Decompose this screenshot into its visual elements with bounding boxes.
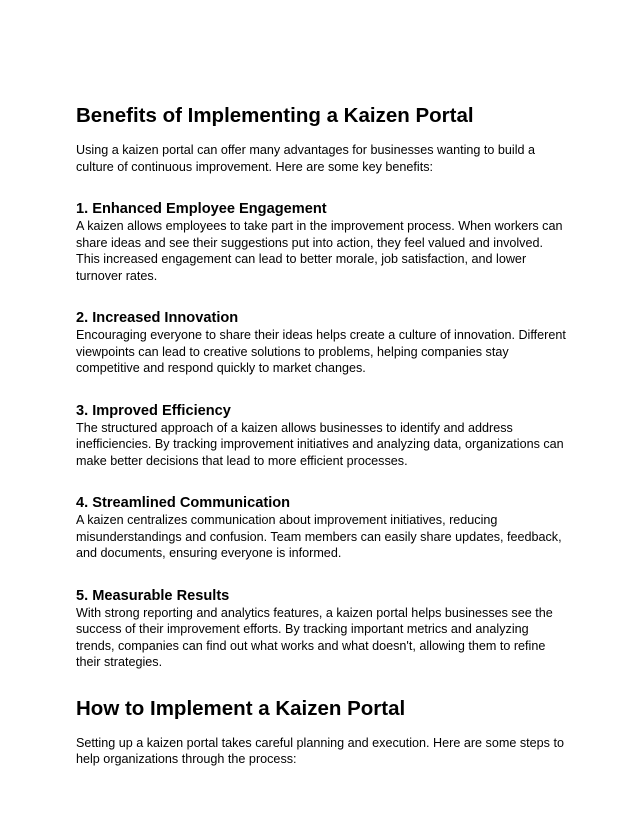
intro-paragraph: Using a kaizen portal can offer many advantages for businesses wanting to build a culture of continuous improvement. Here are some key benefits: xyxy=(76,143,536,174)
benefit-body: With strong reporting and analytics features, a kaizen portal helps businesses see the success of their improvement efforts. By tracking important metrics and analyzing trends, companies can find out what works and what doesn't, allowing them to refine their strategies. xyxy=(76,605,553,669)
implementation-intro: Setting up a kaizen portal takes careful planning and execution. Here are some steps to help organizations through the process: xyxy=(76,735,564,766)
benefit-body: The structured approach of a kaizen allows businesses to identify and address inefficiencies. By tracking improvement initiatives and analyzing data, organizations can make better decisions that lead to more efficient processes. xyxy=(76,420,564,468)
page-title: Benefits of Implementing a Kaizen Portal xyxy=(76,104,474,127)
benefit-section-4 xyxy=(76,495,566,562)
benefit-section-5 xyxy=(76,588,566,671)
benefit-title: 3. Improved Efficiency xyxy=(76,402,231,419)
benefit-title: 4. Streamlined Communication xyxy=(76,495,291,511)
benefit-body: Encouraging everyone to share their ideas helps create a culture of innovation. Different viewpoints can lead to creative solutions to problems, helping companies stay competitive and respond quickly to market changes. xyxy=(76,328,566,375)
benefit-title: 5. Measurable Results xyxy=(76,587,230,604)
benefit-section-1 xyxy=(76,201,566,284)
benefit-title: 1. Enhanced Employee Engagement xyxy=(76,201,327,217)
benefit-section-2 xyxy=(76,310,566,377)
benefit-section-3 xyxy=(76,403,566,470)
benefit-body: A kaizen centralizes communication about improvement initiatives, reducing misunderstandings and confusion. Team members can easily share updates, feedback, and documents, ensuring everyone is informed. xyxy=(76,513,562,560)
document-page xyxy=(76,104,566,768)
section-heading: How to Implement a Kaizen Portal xyxy=(76,696,406,720)
benefit-title: 2. Increased Innovation xyxy=(76,310,239,326)
benefit-body: A kaizen allows employees to take part in the improvement process. When workers can share ideas and see their suggestions put into action, they feel valued and involved. This increased engagement can lead to better morale, job satisfaction, and lower turnover rates. xyxy=(76,219,563,283)
